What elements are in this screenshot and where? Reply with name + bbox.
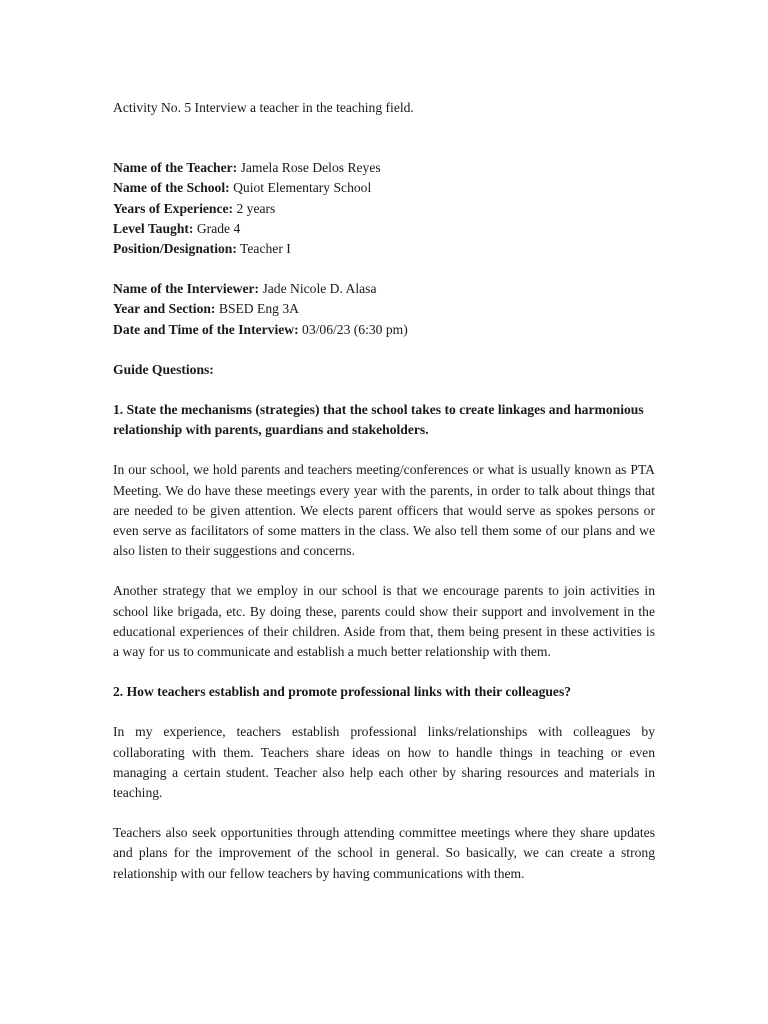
year-section-row — [113, 299, 655, 319]
field-value: 2 years — [236, 200, 276, 216]
spacer — [113, 803, 655, 823]
field-label: Name of the Teacher: — [113, 160, 238, 176]
field-label: Name of the School: — [113, 180, 230, 196]
spacer — [113, 702, 655, 722]
field-label: Name of the Interviewer: — [113, 281, 260, 297]
spacer — [113, 380, 655, 400]
spacer — [113, 259, 655, 279]
school-name-row — [113, 178, 655, 198]
teacher-info-block — [113, 158, 655, 259]
document-page — [113, 98, 655, 884]
spacer — [113, 561, 655, 581]
interview-datetime-row — [113, 320, 655, 340]
field-label: Years of Experience: — [113, 200, 234, 216]
position-row — [113, 239, 655, 259]
activity-title: Activity No. 5 Interview a teacher in the teaching field. — [113, 100, 414, 115]
years-experience-row — [113, 199, 655, 219]
level-taught-row — [113, 219, 655, 239]
spacer — [113, 340, 655, 360]
field-value: Teacher I — [240, 241, 291, 257]
field-label: Date and Time of the Interview: — [113, 321, 299, 337]
field-value: 03/06/23 (6:30 pm) — [302, 321, 408, 337]
answer-paragraph: In my experience, teachers establish professional links/relationships with colleagues by collaborating with them. Teachers share ideas on how to handle things in teaching or even managing a certain student. Teacher also help each other by sharing resources and materials in teaching. — [113, 724, 655, 801]
field-value: BSED Eng 3A — [218, 301, 299, 317]
teacher-name-row — [113, 158, 655, 178]
field-value: Quiot Elementary School — [233, 180, 372, 196]
field-value: Grade 4 — [196, 220, 241, 236]
question-1: 1. State the mechanisms (strategies) that the school takes to create linkages and harmonious relationship with parents, guardians and stakeholders. — [113, 402, 644, 438]
spacer — [113, 440, 655, 460]
answer-paragraph: Another strategy that we employ in our school is that we encourage parents to join activities in school like brigada, etc. By doing these, parents could show their support and involvement in the educational experiences of their children. Aside from that, them being present in these activities is a way for us to communicate and establish a much better relationship with them. — [113, 583, 655, 660]
field-value: Jade Nicole D. Alasa — [262, 281, 377, 297]
answer-paragraph: In our school, we hold parents and teachers meeting/conferences or what is usually known as PTA Meeting. We do have these meetings every year with the parents, in order to talk about things that are needed to be given attention. We elects parent officers that would serve as spokes persons or even serve as facilitators of some matters in the class. We also tell them some of our plans and we also listen to their suggestions and concerns. — [113, 462, 655, 559]
spacer — [113, 118, 655, 158]
question-2: 2. How teachers establish and promote professional links with their colleagues? — [113, 684, 572, 700]
answer-paragraph: Teachers also seek opportunities through attending committee meetings where they share updates and plans for the improvement of the school in general. So basically, we can create a strong relationship with our fellow teachers by having communications with them. — [113, 825, 655, 881]
field-label: Level Taught: — [113, 220, 194, 236]
spacer — [113, 662, 655, 682]
field-value: Jamela Rose Delos Reyes — [240, 160, 381, 176]
interviewer-name-row — [113, 279, 655, 299]
field-label: Year and Section: — [113, 301, 216, 317]
interviewer-info-block — [113, 279, 655, 340]
field-label: Position/Designation: — [113, 241, 237, 257]
guide-questions-heading: Guide Questions: — [113, 361, 214, 377]
